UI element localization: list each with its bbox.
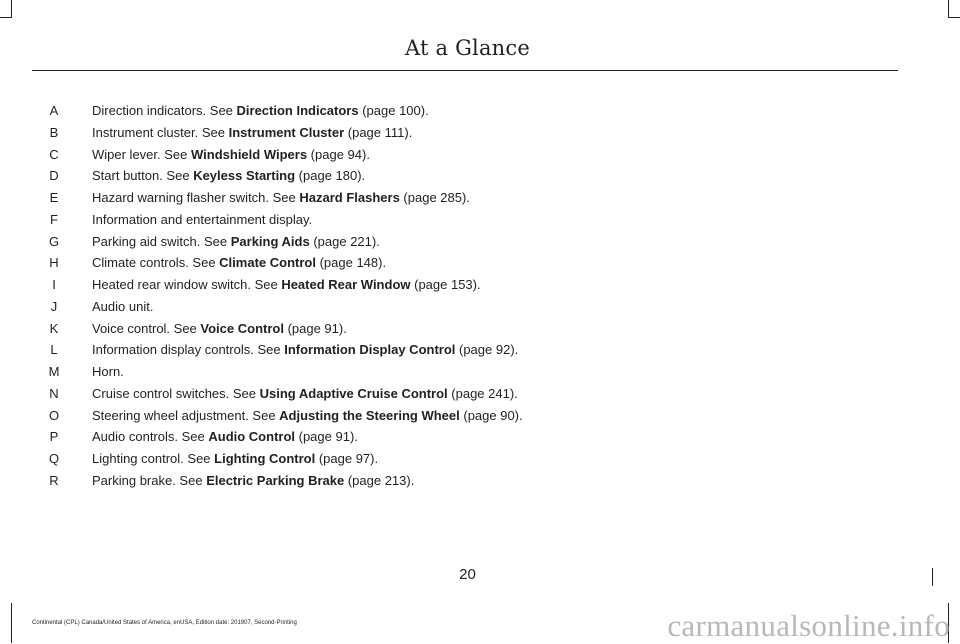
item-description	[92, 166, 365, 186]
item-page-ref: (page 90).	[459, 407, 523, 423]
page-title: At a Glance	[404, 36, 531, 60]
item-letter: A	[49, 103, 59, 118]
item-description	[92, 145, 370, 165]
list-item	[0, 319, 900, 341]
item-reference-link[interactable]: Using Adaptive Cruise Control	[259, 385, 448, 401]
list-item	[0, 406, 900, 428]
item-page-ref: (page 180).	[295, 168, 366, 184]
list-item	[0, 449, 900, 471]
item-letter: J	[50, 298, 58, 314]
list-item	[0, 123, 900, 145]
item-reference-link[interactable]: Electric Parking Brake	[206, 472, 345, 488]
list-item	[0, 384, 900, 406]
item-letter: R	[49, 472, 59, 488]
item-page-ref: (page 92).	[455, 342, 519, 358]
item-page-ref: (page 91).	[295, 429, 358, 445]
item-text: Information and entertainment display.	[92, 211, 313, 227]
item-description	[92, 232, 380, 252]
item-text: Audio controls. See	[92, 429, 209, 445]
item-description	[92, 406, 523, 426]
item-page-ref: (page 111).	[344, 124, 413, 140]
crop-mark	[11, 0, 12, 18]
header-divider	[32, 70, 898, 71]
item-description	[92, 471, 414, 491]
list-item	[0, 297, 900, 319]
item-reference-link[interactable]: Voice Control	[200, 320, 284, 336]
item-reference-link[interactable]: Audio Control	[208, 429, 296, 445]
crop-mark	[948, 17, 960, 18]
item-description	[92, 101, 429, 121]
item-reference-link[interactable]: Parking Aids	[230, 233, 310, 249]
crop-mark	[948, 0, 949, 18]
item-description	[92, 275, 481, 295]
item-text: Heated rear window switch. See	[92, 277, 282, 292]
item-letter: N	[49, 385, 59, 401]
item-description	[92, 384, 518, 404]
list-item	[0, 362, 900, 384]
item-reference-link[interactable]: Windshield Wipers	[191, 146, 308, 162]
list-item	[0, 188, 900, 210]
watermark: carmanualsonline.info	[667, 608, 950, 643]
item-letter: Q	[48, 451, 60, 466]
legend-list	[0, 101, 900, 493]
item-letter: P	[49, 429, 59, 445]
item-page-ref: (page 285).	[399, 190, 470, 205]
item-description	[92, 123, 412, 143]
item-description	[92, 449, 378, 469]
list-item	[0, 166, 900, 188]
list-item	[0, 232, 900, 254]
item-page-ref: (page 91).	[283, 320, 347, 336]
item-letter: F	[50, 211, 58, 227]
item-text: Parking brake. See	[92, 472, 207, 488]
item-description	[92, 297, 153, 317]
page-number: 20	[459, 566, 476, 583]
list-item	[0, 427, 900, 449]
item-reference-link[interactable]: Heated Rear Window	[281, 277, 411, 292]
item-text: Cruise control switches. See	[92, 385, 260, 401]
item-description	[92, 362, 124, 382]
item-letter: E	[49, 190, 59, 205]
item-reference-link[interactable]: Keyless Starting	[193, 168, 296, 184]
item-reference-link[interactable]: Hazard Flashers	[299, 190, 400, 205]
item-text: Horn.	[92, 364, 124, 379]
item-reference-link[interactable]: Instrument Cluster	[228, 124, 345, 140]
item-page-ref: (page 100).	[358, 103, 429, 118]
item-page-ref: (page 94).	[307, 146, 370, 162]
item-text: Steering wheel adjustment. See	[92, 407, 280, 423]
item-letter: M	[48, 364, 60, 379]
item-text: Lighting control. See	[92, 451, 215, 466]
item-letter: O	[48, 407, 60, 423]
item-text: Audio unit.	[92, 298, 154, 314]
item-page-ref: (page 241).	[447, 385, 518, 401]
item-page-ref: (page 221).	[309, 233, 380, 249]
item-description	[92, 188, 470, 208]
item-text: Wiper lever. See	[92, 146, 191, 162]
item-page-ref: (page 153).	[410, 277, 481, 292]
item-reference-link[interactable]: Lighting Control	[214, 451, 316, 466]
item-description	[92, 427, 358, 447]
item-letter: B	[49, 124, 59, 140]
item-description	[92, 319, 347, 339]
list-item	[0, 210, 900, 232]
list-item	[0, 145, 900, 167]
item-letter: C	[49, 146, 59, 162]
item-text: Information display controls. See	[92, 342, 285, 358]
item-description	[92, 210, 312, 230]
item-page-ref: (page 213).	[344, 472, 415, 488]
item-description	[92, 340, 518, 360]
item-reference-link[interactable]: Climate Control	[219, 255, 316, 271]
item-text: Voice control. See	[92, 320, 201, 336]
edition-footer: Continental (CPL) Canada/United States of America, enUSA, Edition date: 201907, Second-Printing	[32, 620, 297, 626]
item-reference-link[interactable]: Direction Indicators	[236, 103, 359, 118]
list-item	[0, 471, 900, 493]
item-letter: G	[48, 233, 60, 249]
item-reference-link[interactable]: Adjusting the Steering Wheel	[279, 407, 460, 423]
crop-mark	[11, 603, 12, 643]
item-letter: D	[49, 168, 59, 184]
item-reference-link[interactable]: Information Display Control	[284, 342, 456, 358]
item-description	[92, 253, 386, 273]
list-item	[0, 340, 900, 362]
item-letter: I	[52, 277, 56, 292]
item-page-ref: (page 97).	[315, 451, 379, 466]
item-text: Hazard warning flasher switch. See	[92, 190, 300, 205]
item-text: Start button. See	[92, 168, 194, 184]
item-text: Instrument cluster. See	[92, 124, 229, 140]
item-letter: H	[49, 255, 59, 271]
list-item	[0, 101, 900, 123]
item-letter: L	[50, 342, 58, 358]
item-letter: K	[49, 320, 59, 336]
crop-mark	[0, 17, 12, 18]
list-item	[0, 253, 900, 275]
item-page-ref: (page 148).	[315, 255, 387, 271]
item-text: Direction indicators. See	[92, 103, 237, 118]
item-text: Climate controls. See	[92, 255, 220, 271]
list-item	[0, 275, 900, 297]
item-text: Parking aid switch. See	[92, 233, 231, 249]
